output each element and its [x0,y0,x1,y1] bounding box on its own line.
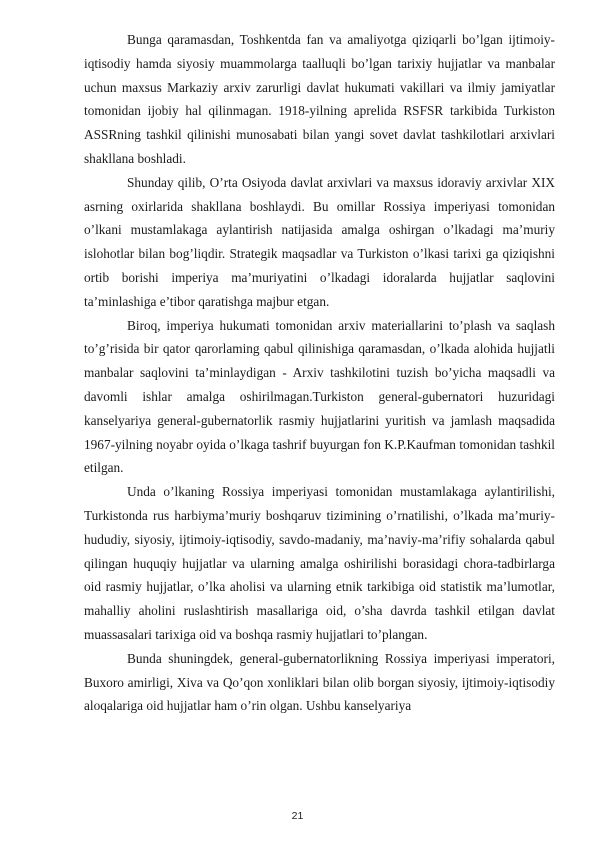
paragraph-1: Bunga qaramasdan, Toshkentda fan va amaliyotga qiziqarli bo’lgan ijtimoiy-iqtisodiy hamda siyosiy muammolarga taalluqli bo’lgan tarixiy hujjatlar va manbalar uchun maxsus Markaziy arxiv zarurligi davlat hukumati vakillari va ilmiy jamiyatlar tomonidan ijobiy hal qilinmagan. 1918-yilning aprelida RSFSR tarkibida Turkiston ASSRning tashkil qilinishi munosabati bilan yangi sovet davlat tashkilotlari arxivlari shakllana boshladi. [84,32,555,166]
document-page [84,28,555,718]
paragraph-5: Bunda shuningdek, general-gubernatorlikning Rossiya imperiyasi imperatori, Buxoro amirligi, Xiva va Qo’qon xonliklari bilan olib borgan siyosiy, ijtimoiy-iqtisodiy aloqalariga oid hujjatlar ham o’rin olgan. Ushbu kanselyariya [84,650,555,714]
paragraph-4: Unda o’lkaning Rossiya imperiyasi tomonidan mustamlakaga aylantirilishi, Turkistonda rus harbiyma’muriy boshqaruv tizimining o’rnatilishi, o’lkada ma’muriy-hududiy, siyosiy, ijtimoiy-iqtisodiy, savdo-madaniy, ma’naviy-ma’rifiy sohalarda qabul qilingan huquqiy hujjatlar va ularning amalga oshirilishi borasidagi chora-tadbirlarga oid rasmiy hujjatlar, o’lka aholisi va ularning etnik tarkibiga oid statistik ma’lumotlar, mahalliy aholini ruslashtirish masallariga oid, o’sha davrda tashkil etilgan davlat muassasalari tarixiga oid va boshqa rasmiy hujjatlari to’plangan. [84,484,555,642]
paragraph-3: Biroq, imperiya hukumati tomonidan arxiv materiallarini to’plash va saqlash to’g’risida bir qator qarorlaming qabul qilinishiga qaramasdan, o’lkada alohida hujjatli manbalar saqlovini ta’minlaydigan - Arxiv tashkilotini tuzish bo’yicha maqsadli va davomli ishlar amalga oshirilmagan.Turkiston general-gubernatori huzuridagi kanselyariya general-gubernatorlik rasmiy hujjatlarini yuritish va jamlash maqsadida 1967-yilning noyabr oyida o’lkaga tashrif buyurgan fon K.P.Kaufman tomonidan tashkil etilgan. [84,317,555,476]
paragraph-2: Shunday qilib, O’rta Osiyoda davlat arxivlari va maxsus idoraviy arxivlar XIX asrning oxirlarida shakllana boshlaydi. Bu omillar Rossiya imperiyasi tomonidan o’lkani mustamlakaga aylantirish natijasida amalga oshirgan o’lkadagi ma’muriy islohotlar bilan bog’liqdir. Strategik maqsadlar va Turkiston o’lkasi tarixi ga qiziqishni ortib borishi imperiya ma’muriyatini o’lkadagi idoralarda hujjatlar saqlovini ta’minlashiga e’tibor qaratishga majbur etgan. [84,174,555,309]
page-number: 21 [291,810,304,822]
